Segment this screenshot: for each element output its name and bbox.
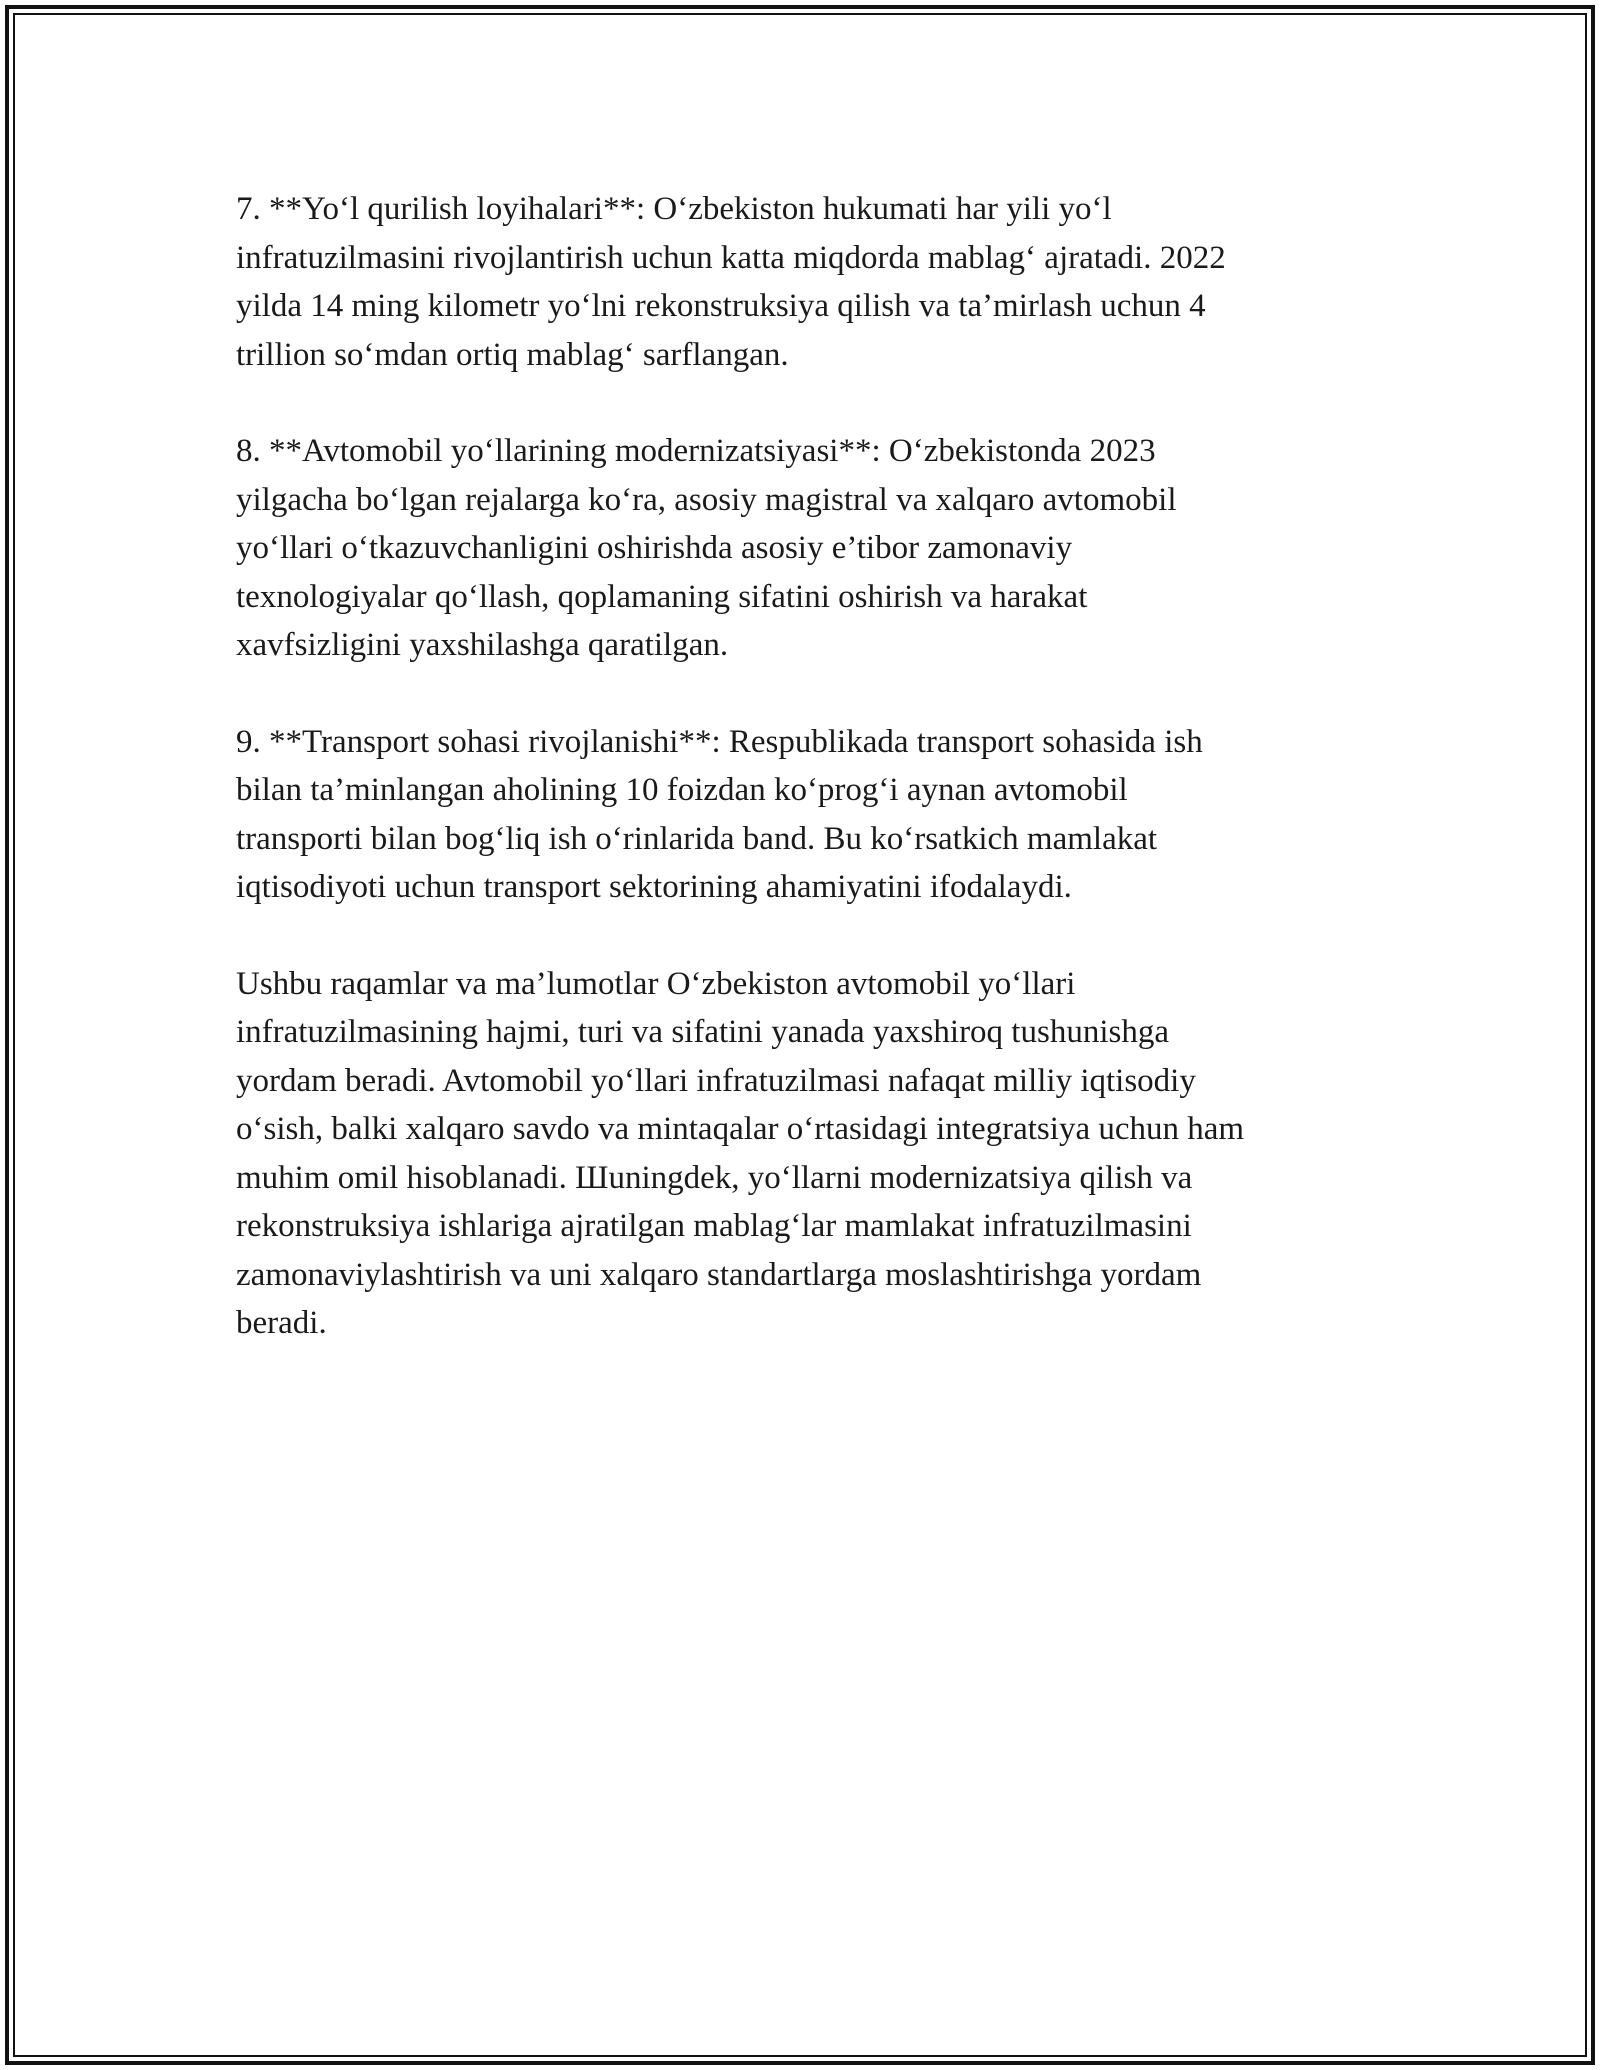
paragraph-conclusion: Ushbu raqamlar va ma’lumotlar O‘zbekiston avtomobil yo‘llari infratuzilmasining hajmi, turi va sifatini yanada yaxshiroq tushunishga yordam beradi. Avtomobil yo‘llari infratuzilmasi nafaqat milliy iqtisodiy o‘sish, balki xalqaro savdo va mintaqalar o‘rtasidagi integratsiya uchun ham muhim omil hisoblanadi. Шuningdek, yo‘llarni modernizatsiya qilish va rekonstruksiya ishlariga ajratilgan mablag‘lar mamlakat infratuzilmasini zamonaviylashtirish va uni xalqaro standartlarga moslashtirishga yordam beradi.	[236, 965, 1245, 1341]
paragraph-transport-sector-development: 9. **Transport sohasi rivojlanishi**: Respublikada transport sohasida ish bilan ta’minlangan aholining 10 foizdan ko‘prog‘i aynan avtomobil transporti bilan bog‘liq ish o‘rinlarida band. Bu ko‘rsatkich mamlakat iqtisodiyoti uchun transport sektorining ahamiyatini ifodalaydi.	[236, 723, 1203, 905]
paragraph-road-construction-projects: 7. **Yo‘l qurilish loyihalari**: O‘zbekiston hukumati har yili yo‘l infratuzilmasini rivojlantirish uchun katta miqdorda mablag‘ ajratadi. 2022 yilda 14 ming kilometr yo‘lni rekonstruksiya qilish va ta’mirlash uchun 4 trillion so‘mdan ortiq mablag‘ sarflangan.	[236, 191, 1226, 373]
document-body	[236, 185, 1366, 1396]
paragraph-road-modernization: 8. **Avtomobil yo‘llarining modernizatsiyasi**: O‘zbekistonda 2023 yilgacha bo‘lgan rejalarga ko‘ra, asosiy magistral va xalqaro avtomobil yo‘llari o‘tkazuvchanligini oshirishda asosiy e’tibor zamonaviy texnologiyalar qo‘llash, qoplamaning sifatini oshirish va harakat xavfsizligini yaxshilashga qaratilgan.	[236, 433, 1177, 663]
